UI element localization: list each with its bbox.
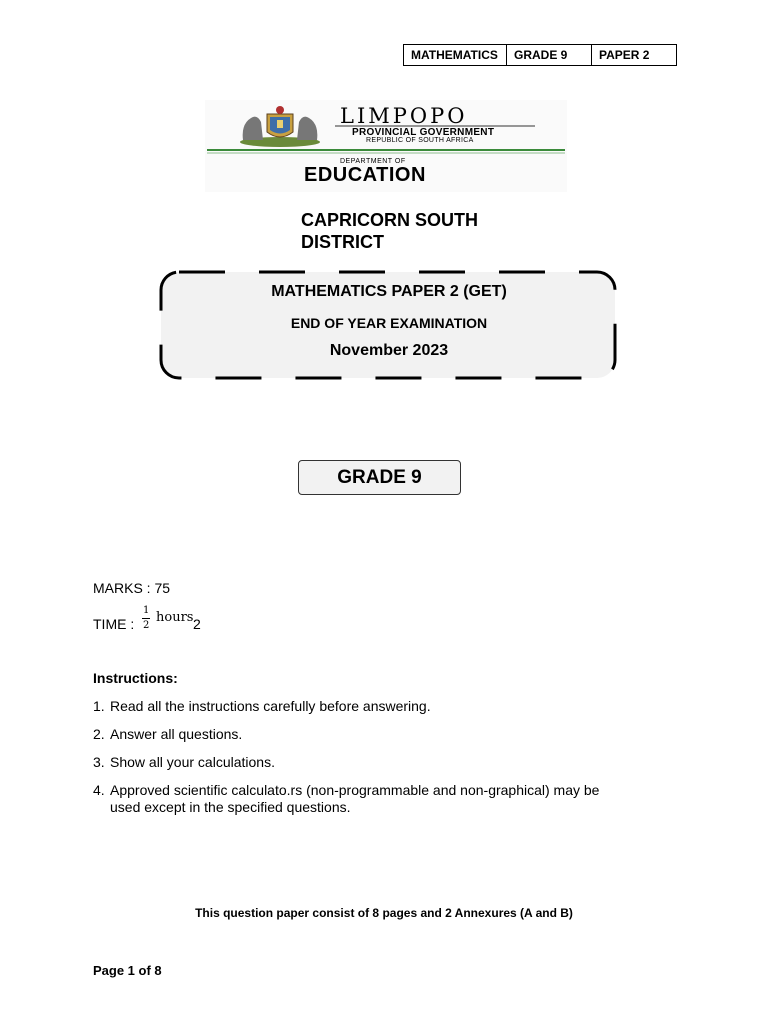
header-subject: MATHEMATICS [404,45,507,66]
time-fraction-numerator: 1 [143,605,150,616]
header-paper: PAPER 2 [592,45,677,66]
exam-subtitle: END OF YEAR EXAMINATION [290,315,488,331]
time-whole: 2 [193,616,201,632]
logo-country: REPUBLIC OF SOUTH AFRICA [366,137,474,144]
logo-title: LIMPOPO [340,104,468,128]
header-table [403,44,677,66]
logo-subtitle: PROVINCIAL GOVERNMENT [352,127,495,138]
page-number: Page 1 of 8 [93,963,162,978]
grade-label: GRADE 9 [337,467,422,488]
time-unit: hours [156,610,194,625]
footer-note: This question paper consist of 8 pages and 2 Annexures (A and B) [195,906,573,920]
header-grade: GRADE 9 [507,45,592,66]
instruction-item: 1. Read all the instructions carefully before answering. [93,698,431,714]
time-fraction-denominator: 2 [143,620,150,631]
logo-department-of: DEPARTMENT OF [340,158,406,165]
district-name: CAPRICORN SOUTH DISTRICT [301,210,479,252]
instructions-heading: Instructions: [93,670,178,686]
time-label: TIME : [93,616,135,632]
logo-department: EDUCATION [304,164,426,186]
coat-of-arms-icon [237,104,323,148]
time-row [93,616,134,632]
instruction-item: 3. Show all your calculations. [93,754,275,770]
instruction-item: 2. Answer all questions. [93,726,243,742]
fraction-bar [142,618,150,619]
marks-text: MARKS : 75 [93,580,171,596]
exam-date: November 2023 [329,342,449,359]
instruction-item: 4. Approved scientific calculato.rs (non-programmable and non-graphical) may be used except in the specified questions. [93,782,600,815]
exam-title: MATHEMATICS PAPER 2 (GET) [271,283,507,300]
